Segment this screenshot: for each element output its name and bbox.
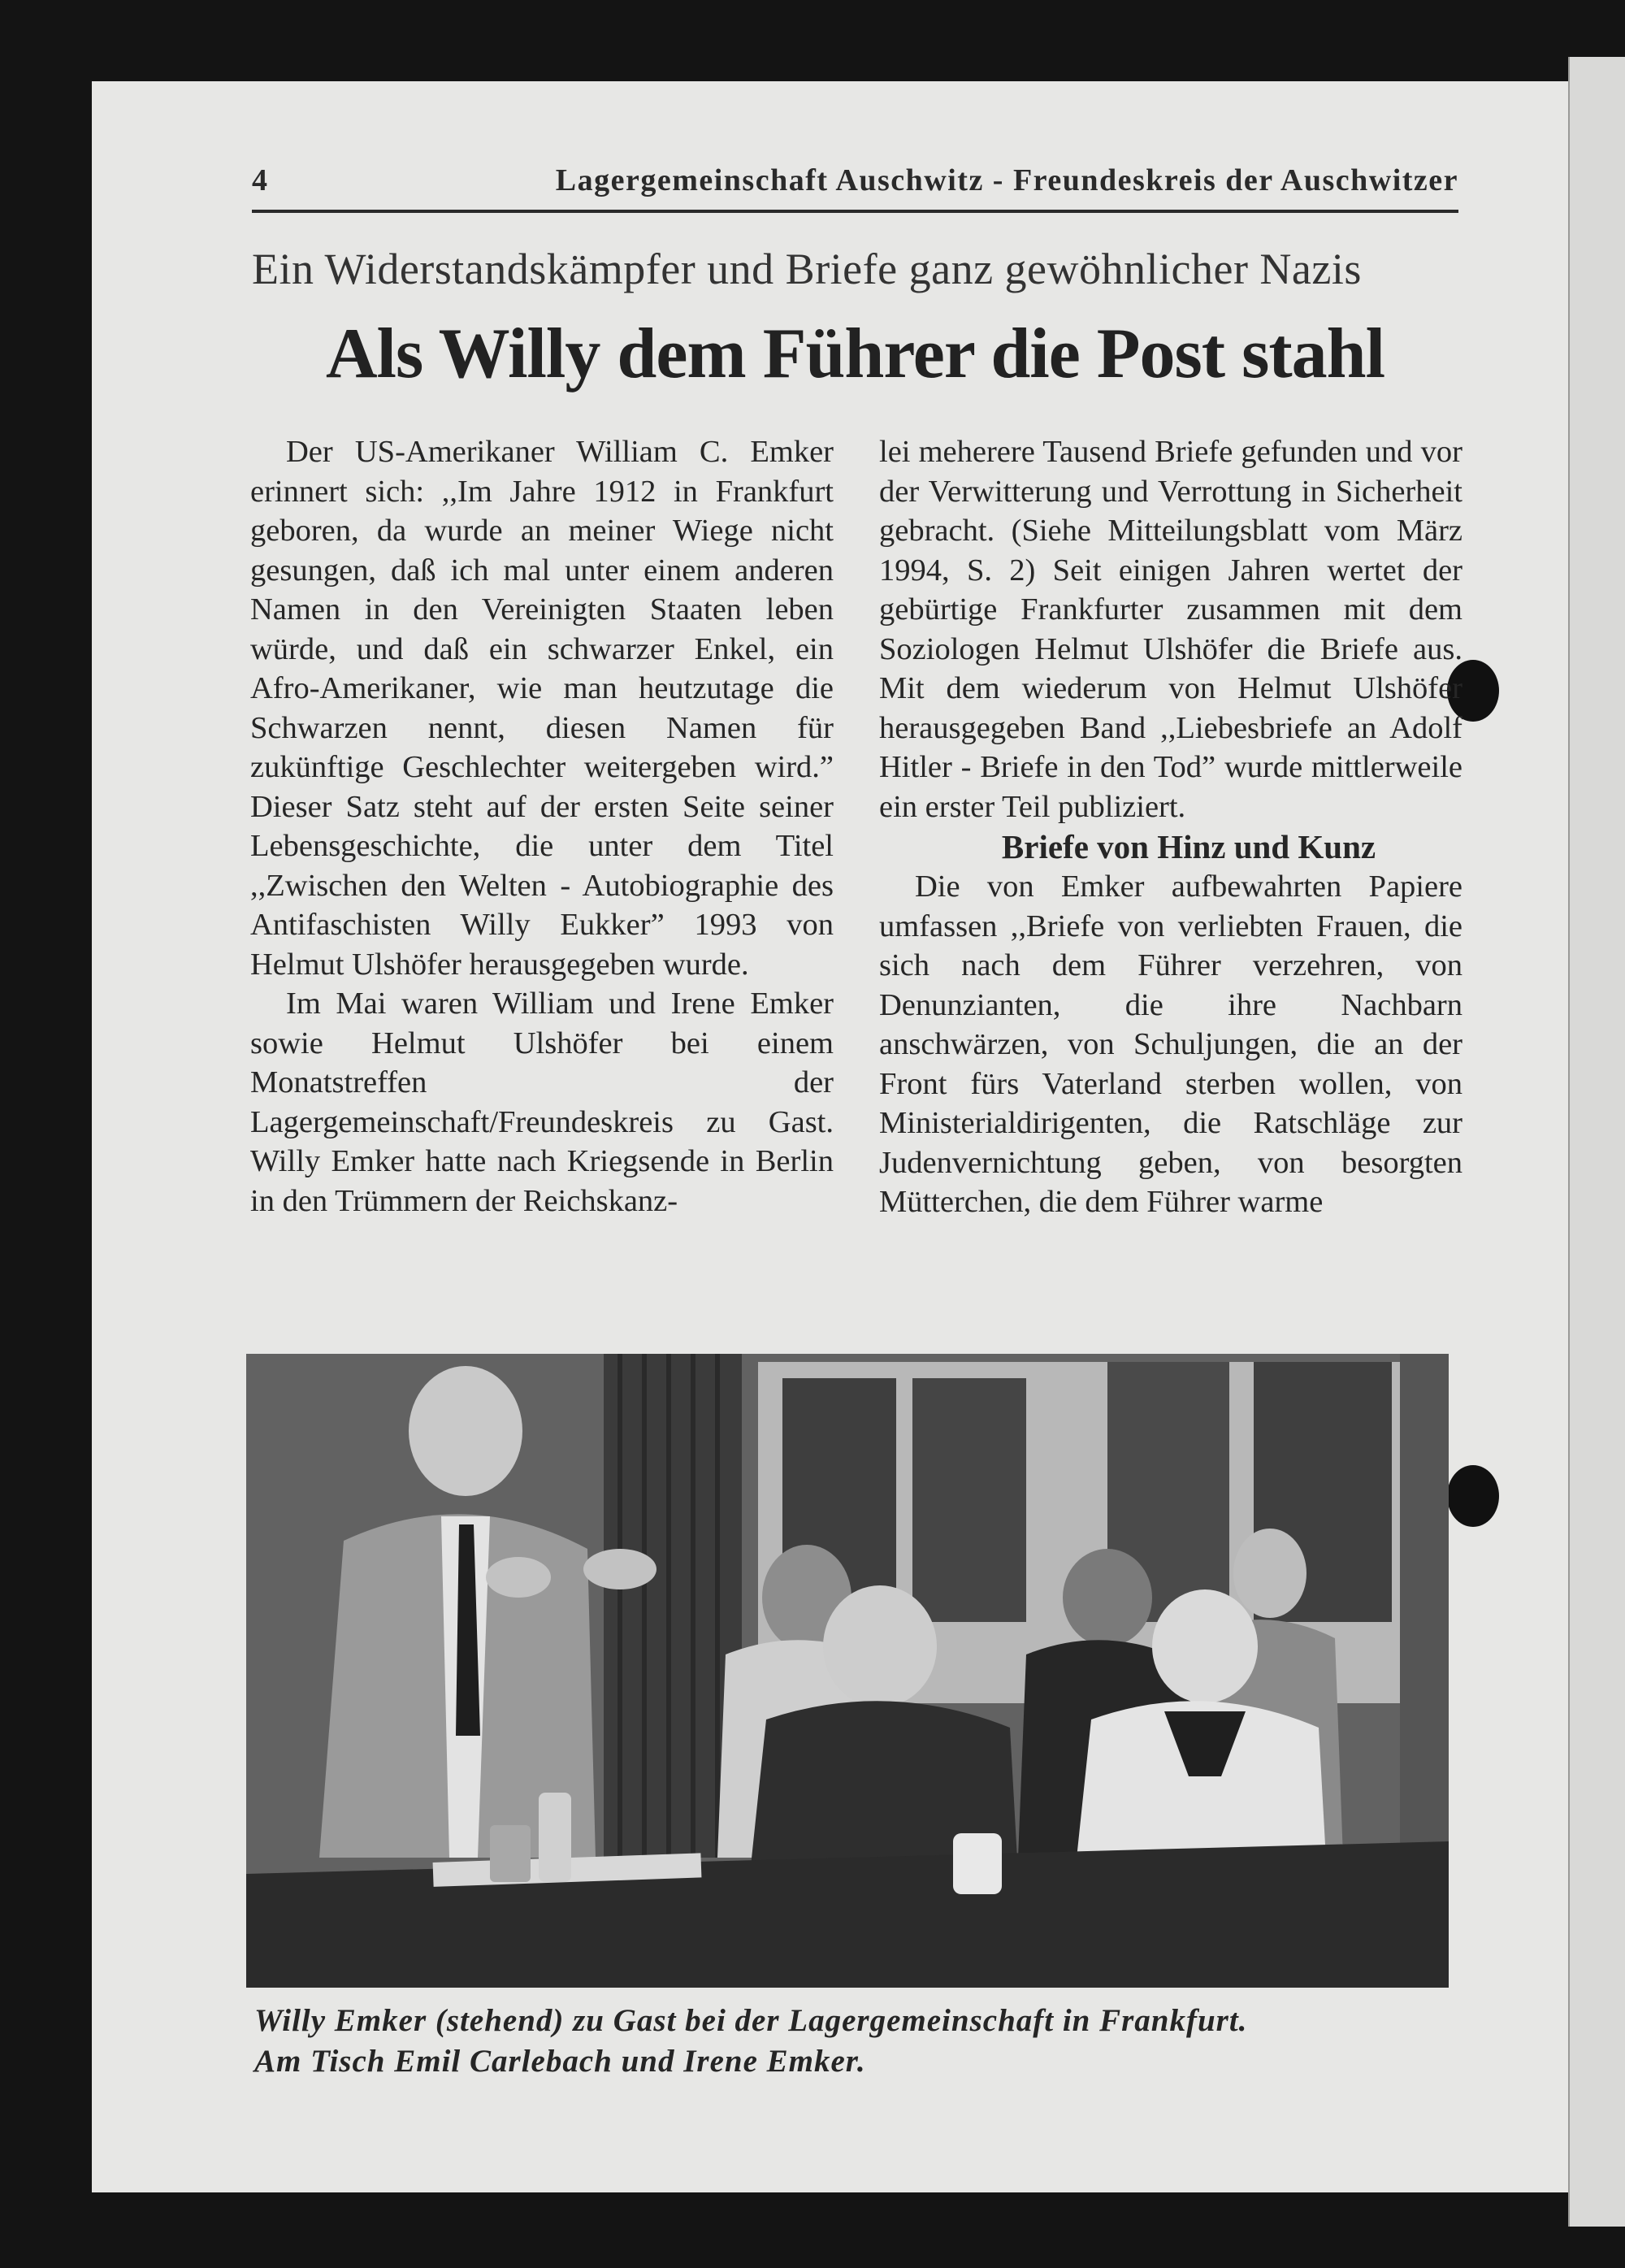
meeting-photo [246,1354,1449,1988]
page-number: 4 [252,163,267,197]
adjacent-page-edge [1568,57,1625,2227]
running-header [252,163,1458,213]
caption-line-2: Am Tisch Emil Carlebach und Irene Emker. [254,2044,866,2079]
caption-line-1: Willy Emker (stehend) zu Gast bei der Lagergemeinschaft in Frankfurt. [254,2003,1248,2038]
meeting-photo-image [246,1354,1449,1988]
photo-caption [254,2001,1457,2082]
punch-hole-bottom [1447,1465,1499,1527]
paragraph-1: Der US-Amerikaner William C. Emker erinnert sich: ,,Im Jahre 1912 in Frankfurt geboren, da wurde an meiner Wiege nicht gesungen, daß ich mal unter einem anderen Namen in den Vereinigten Staaten leben würde, und daß ein schwarzer Enkel, ein Afro-Amerikaner, wie man heutzutage die Schwarzen nennt, diesen Namen für zukünftige Geschlechter weitergeben wird.” Dieser Satz steht auf der ersten Seite seiner Lebensgeschichte, die unter dem Titel ,,Zwischen den Welten - Autobiographie des Antifaschisten Willy Eukker” 1993 von Helmut Ulshöfer herausgegeben wurde. [250,435,834,982]
publication-title: Lagergemeinschaft Auschwitz - Freundeskreis der Auschwitzer [555,163,1458,197]
paragraph-2: Im Mai waren William und Irene Emker sowie Helmut Ulshöfer bei einem Monatstreffen der Lagergemeinschaft/Freundeskreis zu Gast. Willy Emker hatte nach Kriegsende in Berlin in den Trümmern der Reichskanz- [250,987,834,1218]
article-subheading: Briefe von Hinz und Kunz [1001,828,1376,865]
article-kicker: Ein Widerstandskämpfer und Briefe ganz gewöhnlicher Nazis [252,245,1362,293]
article-column-left [250,432,834,1221]
paragraph-3: lei meherere Tausend Briefe gefunden und vor der Verwitterung und Verrottung in Sicherheit gebracht. (Siehe Mitteilungsblatt vom März 1994, S. 2) Seit einigen Jahren wertet der gebürtige Frankfurter zusammen mit dem Soziologen Helmut Ulshöfer die Briefe aus. Mit dem wiederum von Helmut Ulshöfer herausgegeben Band ,,Liebesbriefe an Adolf Hitler - Briefe in den Tod” wurde mittlerweile ein erster Teil publiziert. [879,435,1462,824]
article-column-right [879,432,1462,1222]
article-headline: Als Willy dem Führer die Post stahl [325,314,1385,393]
paragraph-4: Die von Emker aufbewahrten Papiere umfassen ,,Briefe von verliebten Frauen, die sich nach dem Führer verzehren, von Denunzianten, die ihre Nachbarn anschwärzen, von Schuljungen, die an der Front fürs Vaterland sterben wollen, von Ministerialdirigenten, die Ratschläge zur Judenvernichtung geben, von besorgten Mütterchen, die dem Führer warme [879,869,1462,1219]
